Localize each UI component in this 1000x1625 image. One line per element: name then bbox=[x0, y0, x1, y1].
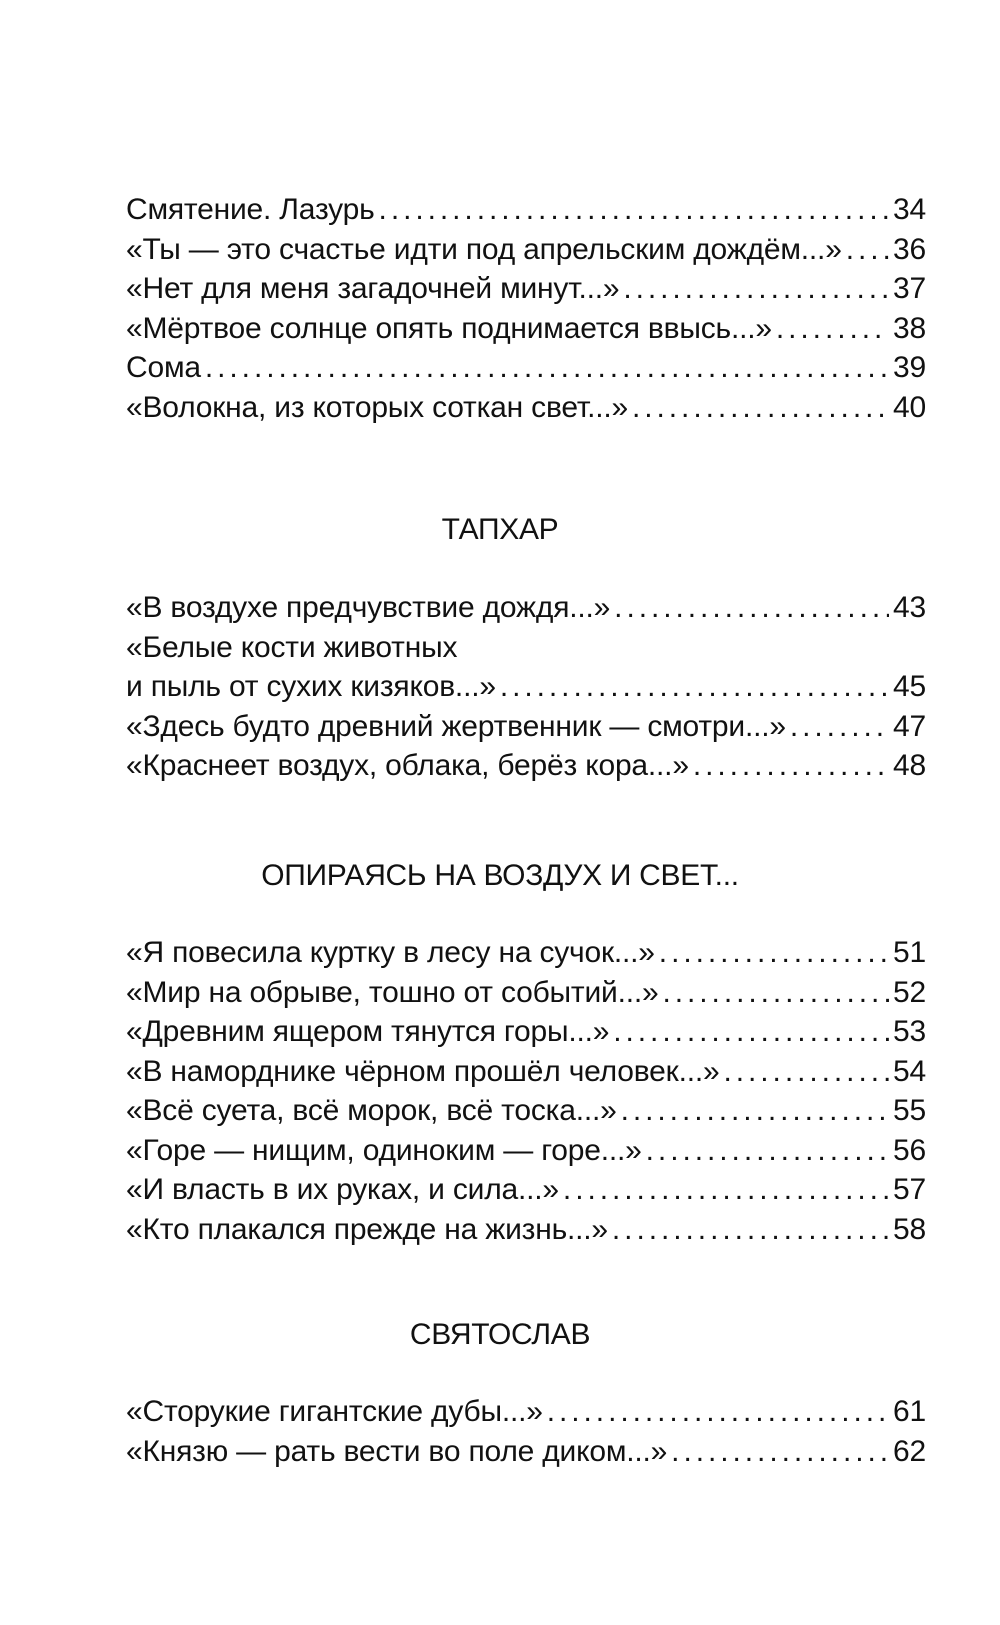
entry-title: «Ты — это счастье идти под апрельским дождём...» bbox=[126, 232, 842, 266]
dot-leader bbox=[379, 190, 889, 230]
entry-page-number: 37 bbox=[893, 272, 926, 305]
entry-title-first-line[interactable]: «Белые кости животных bbox=[126, 630, 458, 664]
toc-entry[interactable] bbox=[126, 269, 926, 309]
entry-title: «Князю — рать вести во поле диком...» bbox=[126, 1434, 668, 1468]
dot-leader bbox=[623, 269, 889, 309]
toc-group-svyatoslav bbox=[126, 1392, 926, 1471]
entry-title: «Сторукие гигантские дубы...» bbox=[126, 1395, 543, 1428]
entry-title: «Древним ящером тянутся горы...» bbox=[126, 1015, 610, 1048]
entry-title: «И власть в их руках, и сила...» bbox=[126, 1173, 559, 1206]
toc-entry[interactable] bbox=[126, 933, 926, 973]
toc-entry[interactable] bbox=[126, 348, 926, 388]
entry-page-number: 51 bbox=[893, 936, 926, 969]
entry-page-number: 40 bbox=[893, 390, 926, 424]
toc-entry[interactable] bbox=[126, 588, 926, 628]
dot-leader bbox=[621, 1091, 889, 1131]
toc-entry[interactable] bbox=[126, 1210, 926, 1250]
dot-leader bbox=[723, 1052, 889, 1092]
toc-entry[interactable] bbox=[126, 1170, 926, 1210]
section-heading-tapkhar: ТАПХАР bbox=[441, 513, 559, 546]
entry-title: «В воздухе предчувствие дождя...» bbox=[126, 591, 611, 624]
dot-leader bbox=[547, 1392, 889, 1432]
toc-entry[interactable] bbox=[126, 746, 926, 786]
entry-page-number: 39 bbox=[893, 351, 926, 384]
toc-entry[interactable] bbox=[126, 230, 926, 270]
toc-entry[interactable] bbox=[126, 1432, 926, 1472]
dot-leader bbox=[205, 348, 889, 388]
dot-leader bbox=[613, 1012, 889, 1052]
toc-group-1 bbox=[126, 190, 926, 427]
dot-leader bbox=[693, 746, 889, 786]
section-heading-air-and-light: ОПИРАЯСЬ НА ВОЗДУХ И СВЕТ... bbox=[261, 859, 739, 892]
entry-title: «Мёртвое солнце опять поднимается ввысь...» bbox=[126, 311, 772, 345]
entry-title: «Краснеет воздух, облака, берёз кора...» bbox=[126, 749, 689, 782]
toc-entry[interactable] bbox=[126, 388, 926, 428]
toc-entry[interactable] bbox=[126, 973, 926, 1013]
entry-page-number: 38 bbox=[893, 311, 926, 345]
toc-entry[interactable] bbox=[126, 667, 926, 707]
dot-leader bbox=[500, 667, 889, 707]
entry-page-number: 58 bbox=[893, 1212, 926, 1246]
entry-page-number: 52 bbox=[893, 975, 926, 1009]
dot-leader bbox=[790, 707, 889, 747]
entry-page-number: 61 bbox=[893, 1395, 926, 1428]
dot-leader bbox=[662, 973, 889, 1013]
entry-title: «Кто плакался прежде на жизнь...» bbox=[126, 1212, 608, 1246]
entry-title: Смятение. Лазурь bbox=[126, 193, 375, 226]
entry-page-number: 36 bbox=[893, 232, 926, 266]
toc-entry[interactable] bbox=[126, 190, 926, 230]
entry-title: и пыль от сухих кизяков...» bbox=[126, 670, 496, 703]
toc-group-air-and-light bbox=[126, 933, 926, 1249]
toc-entry[interactable] bbox=[126, 1052, 926, 1092]
entry-title: Сома bbox=[126, 351, 201, 384]
entry-page-number: 48 bbox=[893, 749, 926, 782]
entry-title: «Здесь будто древний жертвенник — смотри...» bbox=[126, 709, 786, 743]
entry-title: «Я повесила куртку в лесу на сучок...» bbox=[126, 936, 655, 969]
dot-leader bbox=[632, 388, 889, 428]
dot-leader bbox=[563, 1170, 889, 1210]
dot-leader bbox=[671, 1432, 889, 1472]
entry-title: «Мир на обрыве, тошно от событий...» bbox=[126, 975, 659, 1009]
entry-page-number: 45 bbox=[893, 670, 926, 703]
entry-page-number: 34 bbox=[893, 193, 926, 226]
entry-page-number: 54 bbox=[893, 1054, 926, 1088]
toc-group-tapkhar bbox=[126, 588, 926, 786]
toc-entry[interactable] bbox=[126, 707, 926, 747]
entry-page-number: 55 bbox=[893, 1094, 926, 1127]
entry-page-number: 62 bbox=[893, 1434, 926, 1468]
entry-title: «Всё суета, всё морок, всё тоска...» bbox=[126, 1094, 617, 1127]
toc-entry[interactable] bbox=[126, 309, 926, 349]
toc-entry[interactable] bbox=[126, 1392, 926, 1432]
toc-entry[interactable] bbox=[126, 1091, 926, 1131]
entry-page-number: 43 bbox=[893, 591, 926, 624]
dot-leader bbox=[846, 230, 889, 270]
dot-leader bbox=[612, 1210, 889, 1250]
entry-title: «Волокна, из которых соткан свет...» bbox=[126, 390, 628, 424]
entry-title: «В наморднике чёрном прошёл человек...» bbox=[126, 1054, 720, 1088]
entry-title: «Нет для меня загадочней минут...» bbox=[126, 272, 620, 305]
dot-leader bbox=[776, 309, 889, 349]
entry-page-number: 57 bbox=[893, 1173, 926, 1206]
dot-leader bbox=[614, 588, 889, 628]
section-heading-svyatoslav: СВЯТОСЛАВ bbox=[409, 1318, 591, 1351]
toc-entry[interactable] bbox=[126, 1012, 926, 1052]
dot-leader bbox=[646, 1131, 889, 1171]
entry-page-number: 47 bbox=[893, 709, 926, 743]
entry-page-number: 56 bbox=[893, 1133, 926, 1167]
toc-entry[interactable] bbox=[126, 1131, 926, 1171]
entry-page-number: 53 bbox=[893, 1015, 926, 1048]
dot-leader bbox=[659, 933, 889, 973]
entry-title: «Горе — нищим, одиноким — горе...» bbox=[126, 1133, 642, 1167]
